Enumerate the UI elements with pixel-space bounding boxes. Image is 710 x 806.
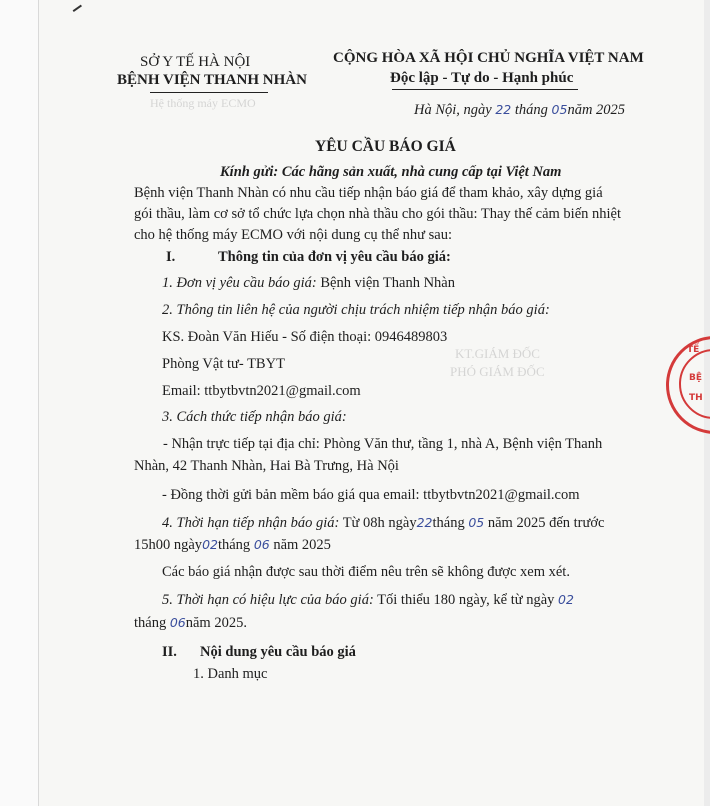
direct-address-line-2: Nhàn, 42 Thanh Nhàn, Hai Bà Trưng, Hà Nội bbox=[134, 458, 399, 474]
deadline-time: 15h00 ngày bbox=[134, 537, 203, 553]
paper-sheet bbox=[38, 0, 710, 806]
item-5-line-1 bbox=[162, 591, 574, 609]
item-4-end-text: năm 2025 đến trước bbox=[487, 515, 605, 531]
date-month-label: tháng bbox=[514, 102, 548, 118]
phone-label: Số điện thoại: bbox=[290, 329, 372, 345]
section-2-number: II. bbox=[162, 644, 177, 660]
phone-number: 0946489803 bbox=[374, 329, 448, 345]
item-5-line-2 bbox=[134, 614, 247, 632]
date-day-handwritten: 22 bbox=[495, 102, 512, 117]
item-1-value: Bệnh viện Thanh Nhàn bbox=[320, 275, 455, 291]
stamp-text-3: TH bbox=[689, 393, 703, 403]
date-prefix: Hà Nội, ngày bbox=[414, 102, 492, 118]
item-4-month-handwritten: 05 bbox=[468, 515, 485, 530]
email-line: Email: ttbytbvtn2021@gmail.com bbox=[162, 383, 361, 399]
date-year: năm 2025 bbox=[567, 102, 626, 118]
validity-month-label: tháng bbox=[134, 615, 167, 631]
validity-month-handwritten: 06 bbox=[169, 615, 186, 630]
section-1-number: I. bbox=[166, 249, 176, 265]
item-5-text: Tối thiểu 180 ngày, kể từ ngày bbox=[377, 592, 555, 608]
contact-name: KS. Đoàn Văn Hiếu - bbox=[162, 329, 287, 345]
bleed-through-text: Hệ thống máy ECMO bbox=[150, 96, 256, 110]
deadline-month-label: tháng bbox=[217, 537, 251, 553]
document-title: YÊU CẦU BÁO GIÁ bbox=[315, 138, 456, 155]
motto-underline bbox=[392, 89, 578, 90]
intro-line-2: gói thầu, làm cơ sở tổ chức lựa chọn nhà thầu cho gói thầu: Thay thế cảm biến nhiệt bbox=[134, 206, 622, 222]
late-submission-note: Các báo giá nhận được sau thời điểm nêu trên sẽ không được xem xét. bbox=[162, 564, 570, 580]
department-name: SỞ Y TẾ HÀ NỘI bbox=[140, 54, 251, 70]
item-1 bbox=[162, 274, 455, 292]
item-5-label: 5. Thời hạn có hiệu lực của báo giá: bbox=[162, 592, 374, 608]
item-4-line-1 bbox=[162, 514, 604, 532]
paper-left-edge bbox=[38, 0, 39, 806]
item-3-label: 3. Cách thức tiếp nhận báo giá: bbox=[162, 409, 347, 425]
item-4-month-label: tháng bbox=[432, 515, 465, 531]
deadline-month-handwritten: 06 bbox=[253, 537, 270, 552]
country-name: CỘNG HÒA XÃ HỘI CHỦ NGHĨA VIỆT NAM bbox=[333, 50, 644, 66]
validity-year: năm 2025. bbox=[185, 615, 247, 631]
national-motto: Độc lập - Tự do - Hạnh phúc bbox=[390, 70, 574, 86]
validity-day-handwritten: 02 bbox=[558, 592, 574, 607]
item-2-label: 2. Thông tin liên hệ của người chịu trách nhiệm tiếp nhận báo giá: bbox=[162, 302, 550, 318]
deadline-day-handwritten: 02 bbox=[202, 537, 218, 552]
stamp-text-1: TẾ bbox=[687, 345, 700, 355]
item-4-day-handwritten: 22 bbox=[416, 515, 433, 530]
date-month-handwritten: 05 bbox=[551, 102, 568, 117]
section-2-title: Nội dung yêu cầu báo giá bbox=[200, 644, 356, 660]
deadline-year: năm 2025 bbox=[273, 537, 331, 553]
stamp-text-2: BỆ bbox=[689, 373, 703, 383]
hospital-underline bbox=[150, 92, 268, 93]
intro-line-1: Bệnh viện Thanh Nhàn có nhu cầu tiếp nhận báo giá để tham khảo, xây dựng giá bbox=[134, 185, 603, 201]
email-submission-line: - Đồng thời gửi bản mềm báo giá qua email: ttbytbvtn2021@gmail.com bbox=[162, 487, 580, 503]
item-4-label: 4. Thời hạn tiếp nhận báo giá: bbox=[162, 515, 340, 531]
contact-line bbox=[162, 328, 447, 346]
item-4-start-text: Từ 08h ngày bbox=[342, 515, 417, 531]
section-1-title: Thông tin của đơn vị yêu cầu báo giá: bbox=[218, 249, 451, 265]
recipient-line: Kính gửi: Các hãng sản xuất, nhà cung cấp tại Việt Nam bbox=[220, 164, 562, 180]
hospital-name: BỆNH VIỆN THANH NHÀN bbox=[117, 72, 307, 88]
intro-line-3: cho hệ thống máy ECMO với nội dung cụ thể như sau: bbox=[134, 227, 452, 243]
department-line: Phòng Vật tư- TBYT bbox=[162, 356, 285, 372]
bleed-through-title: KT.GIÁM ĐỐC bbox=[455, 346, 540, 361]
item-1-label: 1. Đơn vị yêu cầu báo giá: bbox=[162, 275, 317, 291]
item-4-line-2 bbox=[134, 536, 331, 554]
section-2-item-1: 1. Danh mục bbox=[193, 666, 268, 682]
direct-address-line-1: - Nhận trực tiếp tại địa chỉ: Phòng Văn thư, tầng 1, nhà A, Bệnh viện Thanh bbox=[163, 436, 603, 452]
issue-date bbox=[414, 101, 625, 119]
bleed-through-subtitle: PHÓ GIÁM ĐỐC bbox=[450, 364, 545, 379]
